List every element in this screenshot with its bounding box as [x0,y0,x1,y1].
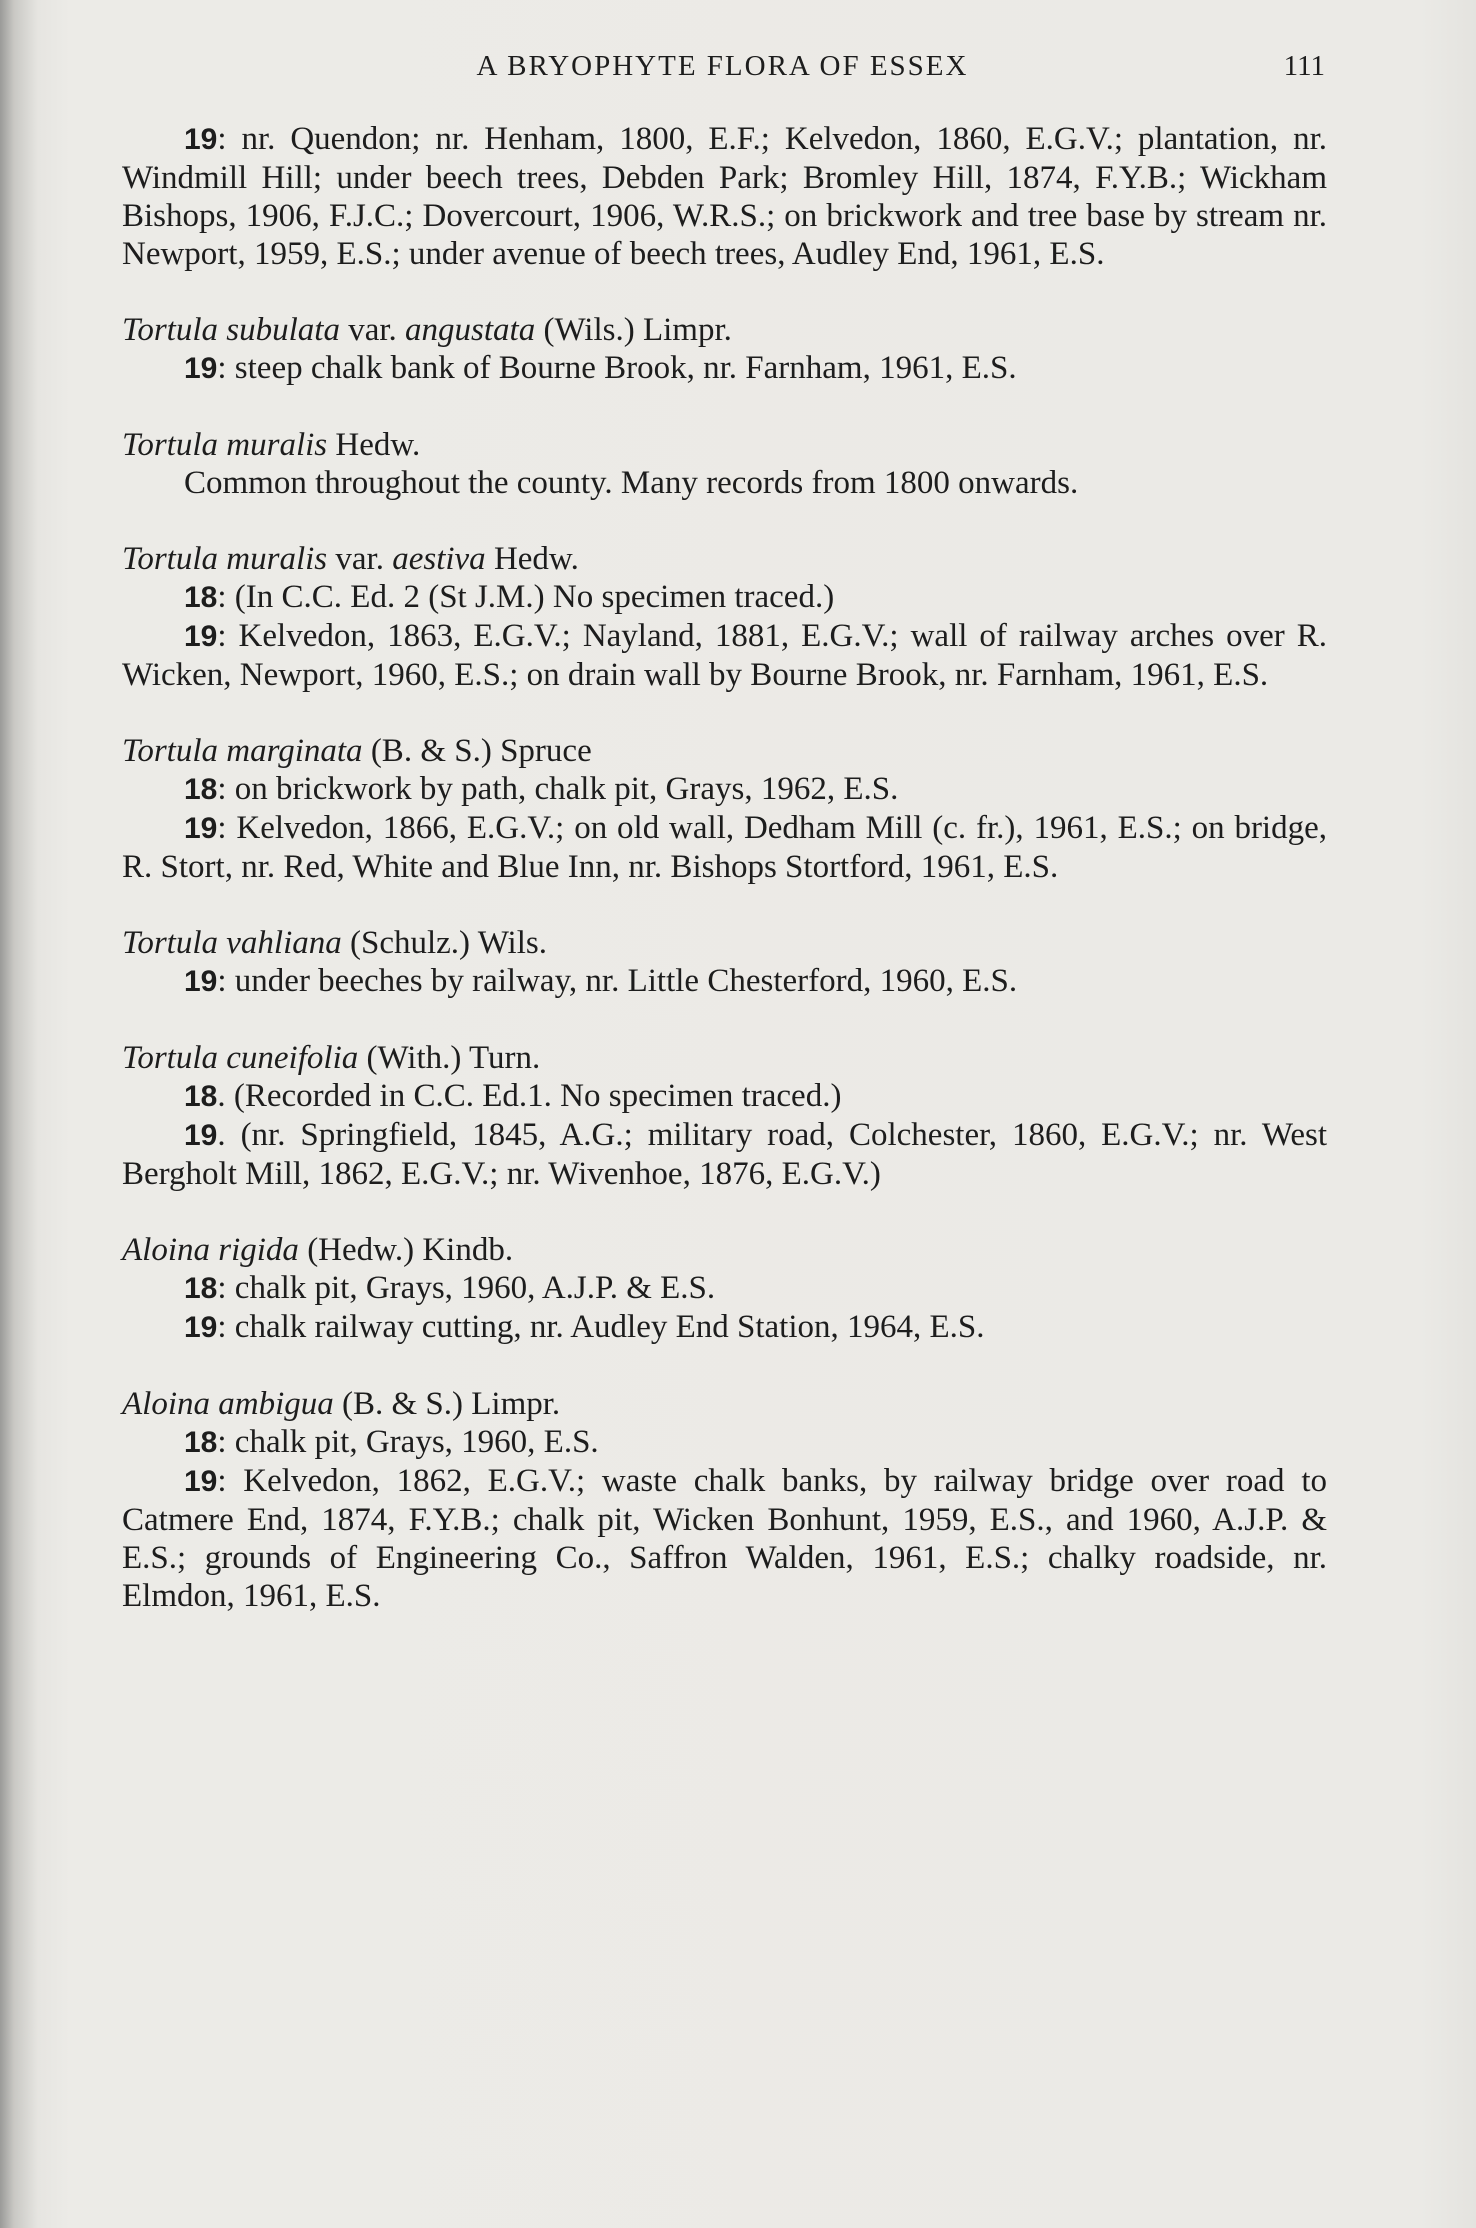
species-epithet: vahliana [226,925,342,961]
authority: (With.) Turn. [358,1040,541,1076]
authority: (Schulz.) Wils. [341,925,547,961]
record-line [122,1116,1327,1193]
variety-marker: var. [339,312,406,348]
vc-separator: : [217,350,227,386]
vc-separator: . [217,1078,226,1114]
vc-separator: : [217,579,227,615]
vice-county-number: 19 [184,1465,218,1498]
page-number: 111 [1283,50,1325,82]
vice-county-number: 19 [184,1119,218,1152]
species-epithet: muralis [226,541,328,577]
genus-name: Tortula [122,541,219,577]
authority: Hedw. [327,427,421,463]
variety-name: angustata [405,312,536,348]
species-entries [122,311,1327,1615]
record-text: (Recorded in C.C. Ed.1. No specimen traced.) [225,1078,842,1114]
vc-separator: : [217,618,227,654]
continued-entry [122,120,1327,273]
species-entry [122,540,1327,694]
species-epithet: ambigua [218,1386,334,1422]
vc-separator: : [217,963,227,999]
vice-county-number: 18 [184,581,218,614]
species-entry [122,1231,1327,1347]
species-entry [122,1039,1327,1193]
species-epithet: marginata [226,733,363,769]
record-line [122,349,1327,388]
record-line [122,1462,1327,1615]
authority: Hedw. [485,541,579,577]
vc-separator: : [217,1463,227,1499]
vice-county-number: 19 [184,812,218,845]
genus-name: Tortula [122,312,219,348]
record-text: on brickwork by path, chalk pit, Grays, 1962, E.S. [226,771,899,807]
record-text: (nr. Springfield, 1845, A.G.; military road, Colchester, 1860, E.G.V.; nr. West Bergholt Mill, 1862, E.G.V.; nr. Wivenhoe, 1876, E.G.V.) [122,1117,1327,1192]
vice-county-number: 18 [184,1426,218,1459]
species-entry [122,311,1327,388]
vice-county-number: 19 [184,123,218,156]
taxon-heading [122,1231,1327,1269]
vc-separator: : [217,1270,227,1306]
vc-separator: : [217,771,227,807]
record-text: chalk railway cutting, nr. Audley End Station, 1964, E.S. [226,1309,985,1345]
record-text: Kelvedon, 1862, E.G.V.; waste chalk banks, by railway bridge over road to Catmere End, 1874, F.Y.B.; chalk pit, Wicken Bonhunt, 1959, E.S., and 1960, A.J.P. & E.S.; grounds of Engineering Co., Saffron Walden, 1961, E.S.; chalky roadside, nr. Elmdon, 1961, E.S. [122,1463,1327,1614]
taxon-heading [122,426,1327,464]
vice-county-number: 18 [184,1272,218,1305]
body-text [122,120,1327,1653]
record-text: Kelvedon, 1863, E.G.V.; Nayland, 1881, E.G.V.; wall of railway arches over R. Wicken, Newport, 1960, E.S.; on drain wall by Bourne Brook, nr. Farnham, 1961, E.S. [122,618,1327,693]
vc-separator: : [217,121,227,157]
taxon-heading [122,311,1327,349]
species-entry [122,732,1327,886]
taxon-heading [122,732,1327,770]
species-epithet: muralis [226,427,328,463]
species-epithet: cuneifolia [226,1040,359,1076]
vice-county-number: 19 [184,620,218,653]
record-line [122,809,1327,886]
record-line [122,120,1327,273]
genus-name: Tortula [122,1040,219,1076]
species-epithet: rigida [218,1232,299,1268]
authority: (B. & S.) Limpr. [333,1386,561,1422]
species-entry [122,426,1327,502]
genus-name: Aloina [122,1232,210,1268]
record-text: steep chalk bank of Bourne Brook, nr. Farnham, 1961, E.S. [226,350,1017,386]
record-line [122,770,1327,809]
authority: (Wils.) Limpr. [535,312,732,348]
record-line [122,1077,1327,1116]
record-line [122,962,1327,1001]
genus-name: Tortula [122,733,219,769]
record-line [122,464,1327,502]
record-text: Kelvedon, 1866, E.G.V.; on old wall, Dedham Mill (c. fr.), 1961, E.S.; on bridge, R. Stort, nr. Red, White and Blue Inn, nr. Bishops Stortford, 1961, E.S. [122,810,1327,885]
record-text: chalk pit, Grays, 1960, E.S. [226,1424,599,1460]
record-text: nr. Quendon; nr. Henham, 1800, E.F.; Kelvedon, 1860, E.G.V.; plantation, nr. Windmill Hill; under beech trees, Debden Park; Bromley Hill, 1874, F.Y.B.; Wickham Bishops, 1906, F.J.C.; Dovercourt, 1906, W.R.S.; on brickwork and tree base by stream nr. Newport, 1959, E.S.; under avenue of beech trees, Audley End, 1961, E.S. [122,121,1327,272]
species-epithet: subulata [226,312,340,348]
taxon-heading [122,1385,1327,1423]
vice-county-number: 19 [184,1311,218,1344]
record-text: Common throughout the county. Many records from 1800 onwards. [184,465,1079,501]
record-line [122,1269,1327,1308]
vice-county-number: 19 [184,965,218,998]
record-text: chalk pit, Grays, 1960, A.J.P. & E.S. [226,1270,716,1306]
taxon-heading [122,1039,1327,1077]
record-text: (In C.C. Ed. 2 (St J.M.) No specimen traced.) [226,579,835,615]
record-line [122,578,1327,617]
genus-name: Tortula [122,925,219,961]
variety-marker: var. [327,541,393,577]
record-line [122,1308,1327,1347]
record-text: under beeches by railway, nr. Little Chesterford, 1960, E.S. [226,963,1018,999]
vc-separator: : [217,1309,227,1345]
vice-county-number: 18 [184,773,218,806]
vc-separator: . [217,1117,226,1153]
authority: (B. & S.) Spruce [362,733,592,769]
vc-separator: : [217,810,227,846]
variety-name: aestiva [392,541,486,577]
taxon-heading [122,540,1327,578]
genus-name: Tortula [122,427,219,463]
running-head: A BRYOPHYTE FLORA OF ESSEX [476,50,969,82]
genus-name: Aloina [122,1386,210,1422]
record-line [122,1423,1327,1462]
vc-separator: : [217,1424,227,1460]
vice-county-number: 19 [184,352,218,385]
species-entry [122,1385,1327,1615]
taxon-heading [122,924,1327,962]
record-line [122,617,1327,694]
authority: (Hedw.) Kindb. [298,1232,514,1268]
vice-county-number: 18 [184,1080,218,1113]
species-entry [122,924,1327,1001]
page-header [120,46,1325,86]
